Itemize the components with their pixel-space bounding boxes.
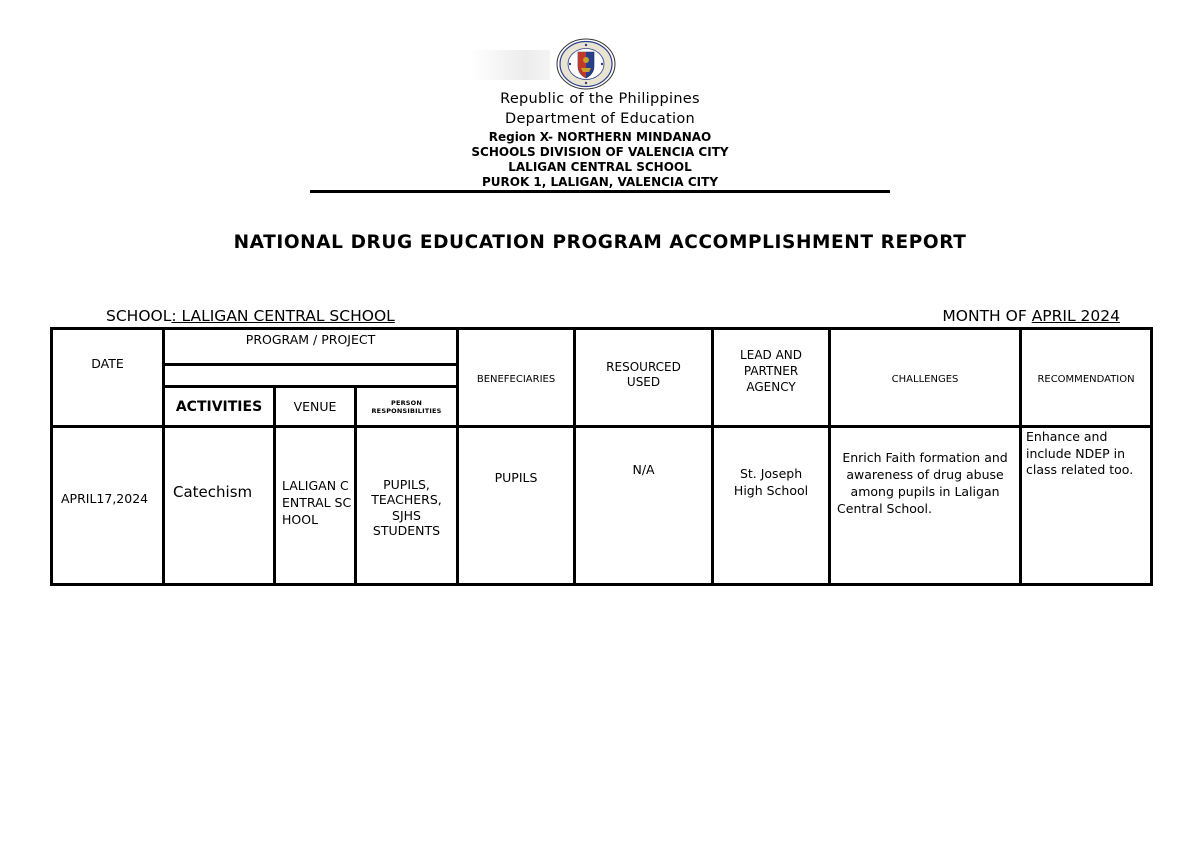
school-label: SCHOOL [106,307,172,325]
report-table [50,327,1153,586]
header-row-1 [52,329,1152,365]
deped-seal-icon [556,38,616,90]
header-resourced: RESOURCED USED [575,329,713,427]
header-republic: Republic of the Philippines [500,91,700,107]
report-title: NATIONAL DRUG EDUCATION PROGRAM ACCOMPLISHMENT REPORT [233,232,967,253]
header-address: PUROK 1, LALIGAN, VALENCIA CITY [481,175,719,189]
header-divider [310,190,890,193]
program-blank-cell [164,365,458,387]
header-department: Department of Education [504,111,696,127]
header-person: PERSON RESPONSIBILITIES [356,387,458,427]
header-faded-graphic [470,50,550,80]
row-challenges: Enrich Faith formation and awareness of drug abuse among pupils in Laligan Central School. [830,427,1021,585]
school-value: : LALIGAN CENTRAL SCHOOL [171,307,395,325]
row-recommendation: Enhance and include NDEP in class related too. [1021,427,1152,585]
header-recommendation: RECOMMENDATION [1021,329,1152,427]
header-region: Region X- NORTHERN MINDANAO [488,130,712,144]
row-activity: Catechism [164,427,275,585]
row-date: APRIL17,2024 [52,427,164,585]
header-beneficiaries: BENEFECIARIES [458,329,575,427]
school-line [106,307,395,325]
row-resourced: N/A [575,427,713,585]
header-division: SCHOOLS DIVISION OF VALENCIA CITY [471,145,729,159]
header-school: LALIGAN CENTRAL SCHOOL [508,160,692,174]
header-challenges: CHALLENGES [830,329,1021,427]
row-lead: St. Joseph High School [713,427,830,585]
month-value: APRIL 2024 [1031,307,1120,325]
header-venue: VENUE [275,387,356,427]
row-beneficiaries: PUPILS [458,427,575,585]
month-line [942,307,1120,325]
row-person: PUPILS, TEACHERS, SJHS STUDENTS [356,427,458,585]
table-row [52,427,1152,585]
logo-area [470,38,620,93]
header-activities: ACTIVITIES [164,387,275,427]
header-program: PROGRAM / PROJECT [164,329,458,365]
header-lead: LEAD AND PARTNER AGENCY [713,329,830,427]
header-date: DATE [52,329,164,427]
row-venue: LALIGAN CENTRAL SCHOOL [275,427,356,585]
month-label: MONTH OF [942,307,1032,325]
